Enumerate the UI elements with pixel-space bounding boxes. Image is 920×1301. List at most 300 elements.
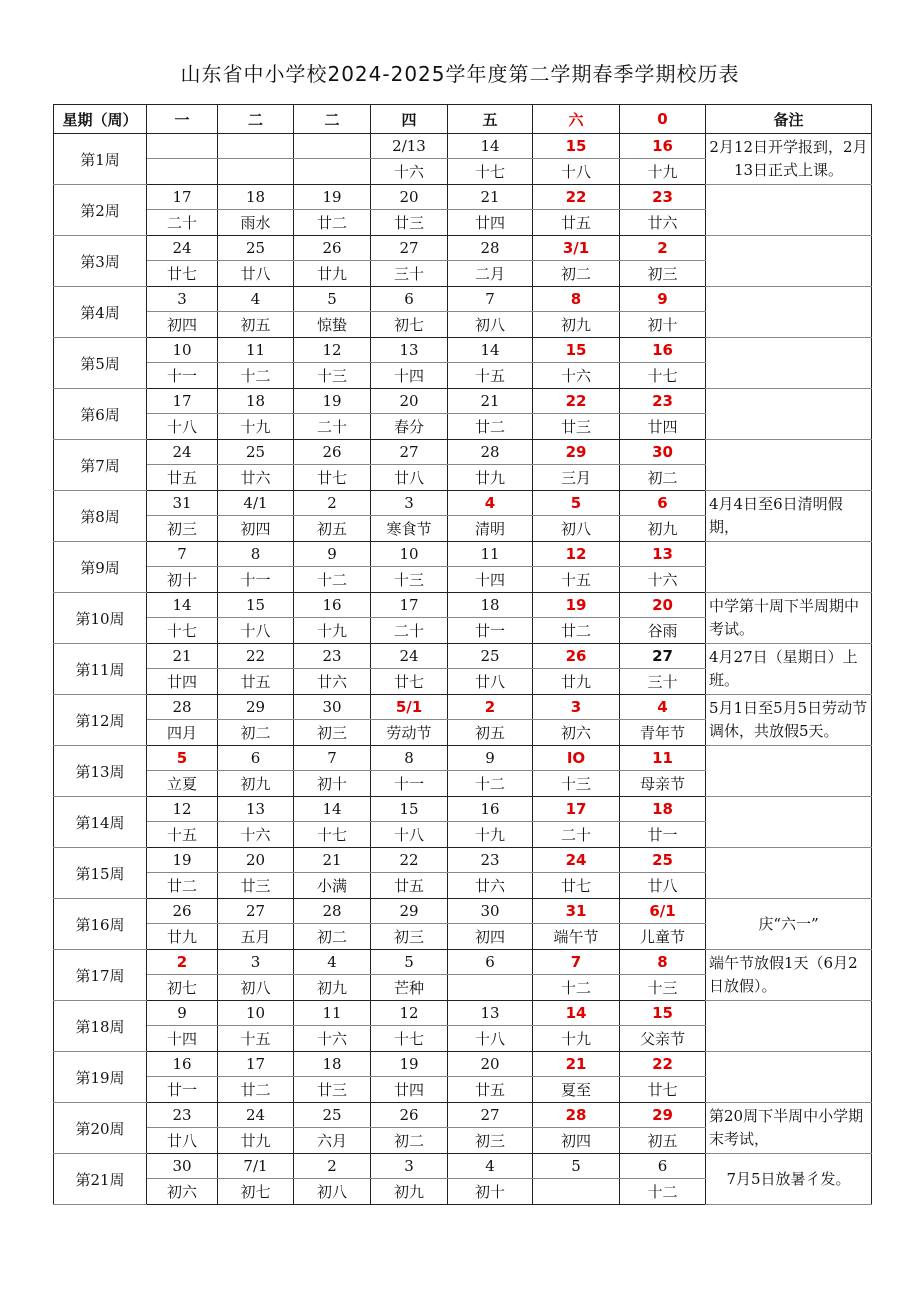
- date-mon: 12: [147, 797, 218, 822]
- date-mon: 16: [147, 1052, 218, 1077]
- lunar-thu: 劳动节: [371, 720, 448, 746]
- lunar-fri: [448, 975, 533, 1001]
- lunar-fri: 廿六: [448, 873, 533, 899]
- date-fri: 18: [448, 593, 533, 618]
- date-mon: 17: [147, 185, 218, 210]
- lunar-fri: 十九: [448, 822, 533, 848]
- date-thu: 17: [371, 593, 448, 618]
- date-wed: 11: [294, 1001, 371, 1026]
- week-row: [54, 134, 872, 159]
- date-sun: 4: [620, 695, 706, 720]
- date-fri: 30: [448, 899, 533, 924]
- date-wed: 5: [294, 287, 371, 312]
- date-fri: 2: [448, 695, 533, 720]
- week-note: 5月1日至5月5日劳动节调休，共放假5天。: [706, 695, 872, 746]
- date-sat: 28: [533, 1103, 620, 1128]
- week-note: [706, 1001, 872, 1052]
- lunar-mon: 二十: [147, 210, 218, 236]
- week-row: [54, 695, 872, 720]
- date-thu: 15: [371, 797, 448, 822]
- date-sun: 20: [620, 593, 706, 618]
- lunar-wed: 初八: [294, 1179, 371, 1205]
- date-tue: 29: [218, 695, 294, 720]
- lunar-sat: 十九: [533, 1026, 620, 1052]
- date-fri: 9: [448, 746, 533, 771]
- date-wed: 23: [294, 644, 371, 669]
- lunar-fri: 十二: [448, 771, 533, 797]
- date-wed: 12: [294, 338, 371, 363]
- date-wed: 7: [294, 746, 371, 771]
- lunar-fri: 廿九: [448, 465, 533, 491]
- lunar-sun: 十三: [620, 975, 706, 1001]
- lunar-thu: 廿八: [371, 465, 448, 491]
- lunar-sat: 十五: [533, 567, 620, 593]
- lunar-sun: 初九: [620, 516, 706, 542]
- week-label: 第21周: [54, 1154, 147, 1205]
- lunar-thu: 十八: [371, 822, 448, 848]
- lunar-sun: 母亲节: [620, 771, 706, 797]
- lunar-fri: 廿八: [448, 669, 533, 695]
- date-sat: 12: [533, 542, 620, 567]
- date-thu: 3: [371, 1154, 448, 1179]
- week-note: 2月12日开学报到，2月13日正式上课。: [706, 134, 872, 185]
- lunar-sat: 十六: [533, 363, 620, 389]
- date-sun: 16: [620, 134, 706, 159]
- date-thu: 27: [371, 440, 448, 465]
- week-label: 第11周: [54, 644, 147, 695]
- date-sun: 6/1: [620, 899, 706, 924]
- lunar-sun: 三十: [620, 669, 706, 695]
- lunar-fri: 初五: [448, 720, 533, 746]
- lunar-sun: 十六: [620, 567, 706, 593]
- lunar-sat: 廿九: [533, 669, 620, 695]
- week-label: 第7周: [54, 440, 147, 491]
- lunar-tue: 廿五: [218, 669, 294, 695]
- lunar-tue: 廿六: [218, 465, 294, 491]
- lunar-fri: 初十: [448, 1179, 533, 1205]
- week-row: [54, 950, 872, 975]
- date-sun: 15: [620, 1001, 706, 1026]
- lunar-fri: 初八: [448, 312, 533, 338]
- lunar-tue: 雨水: [218, 210, 294, 236]
- lunar-mon: 十七: [147, 618, 218, 644]
- week-label: 第12周: [54, 695, 147, 746]
- date-tue: 22: [218, 644, 294, 669]
- lunar-tue: 初七: [218, 1179, 294, 1205]
- week-note: 7月5日放暑彳发。: [706, 1154, 872, 1205]
- lunar-tue: 廿九: [218, 1128, 294, 1154]
- date-sat: 31: [533, 899, 620, 924]
- header-notes: 备注: [706, 105, 872, 134]
- week-row: [54, 593, 872, 618]
- lunar-fri: 廿四: [448, 210, 533, 236]
- lunar-wed: 十七: [294, 822, 371, 848]
- lunar-thu: 初九: [371, 1179, 448, 1205]
- date-wed: 16: [294, 593, 371, 618]
- date-thu: 27: [371, 236, 448, 261]
- week-label: 第8周: [54, 491, 147, 542]
- date-tue: 8: [218, 542, 294, 567]
- lunar-thu: 二十: [371, 618, 448, 644]
- week-label: 第10周: [54, 593, 147, 644]
- header-sat: 六: [533, 105, 620, 134]
- date-tue: 25: [218, 440, 294, 465]
- date-fri: 7: [448, 287, 533, 312]
- lunar-tue: 十六: [218, 822, 294, 848]
- date-wed: [294, 134, 371, 159]
- lunar-thu: 初七: [371, 312, 448, 338]
- date-sat: 3/1: [533, 236, 620, 261]
- lunar-fri: 十七: [448, 159, 533, 185]
- lunar-mon: 廿八: [147, 1128, 218, 1154]
- week-row: [54, 644, 872, 669]
- lunar-wed: 十三: [294, 363, 371, 389]
- lunar-fri: 清明: [448, 516, 533, 542]
- week-row: [54, 746, 872, 771]
- date-thu: 26: [371, 1103, 448, 1128]
- date-mon: 17: [147, 389, 218, 414]
- date-sun: 8: [620, 950, 706, 975]
- date-sun: 13: [620, 542, 706, 567]
- date-fri: 27: [448, 1103, 533, 1128]
- lunar-tue: [218, 159, 294, 185]
- date-fri: 6: [448, 950, 533, 975]
- week-label: 第19周: [54, 1052, 147, 1103]
- lunar-sun: 初三: [620, 261, 706, 287]
- header-fri: 五: [448, 105, 533, 134]
- date-wed: 26: [294, 236, 371, 261]
- date-wed: 9: [294, 542, 371, 567]
- week-row: [54, 236, 872, 261]
- week-label: 第9周: [54, 542, 147, 593]
- lunar-tue: 初九: [218, 771, 294, 797]
- week-row: [54, 185, 872, 210]
- lunar-thu: 初二: [371, 1128, 448, 1154]
- lunar-mon: 廿一: [147, 1077, 218, 1103]
- lunar-sat: 廿二: [533, 618, 620, 644]
- lunar-thu: 三十: [371, 261, 448, 287]
- week-row: [54, 848, 872, 873]
- lunar-mon: 廿九: [147, 924, 218, 950]
- week-label: 第16周: [54, 899, 147, 950]
- week-label: 第6周: [54, 389, 147, 440]
- lunar-fri: 廿一: [448, 618, 533, 644]
- date-sat: 26: [533, 644, 620, 669]
- week-note: [706, 1052, 872, 1103]
- week-label: 第4周: [54, 287, 147, 338]
- week-label: 第17周: [54, 950, 147, 1001]
- lunar-sat: 十三: [533, 771, 620, 797]
- week-note: [706, 440, 872, 491]
- lunar-tue: 十八: [218, 618, 294, 644]
- lunar-thu: 春分: [371, 414, 448, 440]
- lunar-mon: 十四: [147, 1026, 218, 1052]
- date-tue: 27: [218, 899, 294, 924]
- lunar-sat: 廿五: [533, 210, 620, 236]
- lunar-fri: 廿五: [448, 1077, 533, 1103]
- lunar-wed: 惊蛰: [294, 312, 371, 338]
- week-label: 第15周: [54, 848, 147, 899]
- date-sat: 3: [533, 695, 620, 720]
- date-mon: [147, 134, 218, 159]
- lunar-sun: 初二: [620, 465, 706, 491]
- date-sun: 2: [620, 236, 706, 261]
- date-fri: 13: [448, 1001, 533, 1026]
- date-mon: 30: [147, 1154, 218, 1179]
- date-wed: 18: [294, 1052, 371, 1077]
- week-row: [54, 1052, 872, 1077]
- week-row: [54, 491, 872, 516]
- lunar-sat: 三月: [533, 465, 620, 491]
- date-fri: 14: [448, 134, 533, 159]
- lunar-wed: [294, 159, 371, 185]
- lunar-mon: 十八: [147, 414, 218, 440]
- date-wed: 2: [294, 1154, 371, 1179]
- lunar-tue: 廿三: [218, 873, 294, 899]
- date-sat: 8: [533, 287, 620, 312]
- date-mon: 14: [147, 593, 218, 618]
- week-note: 端午节放假1天（6月2日放假）。: [706, 950, 872, 1001]
- lunar-tue: 十九: [218, 414, 294, 440]
- date-tue: 4/1: [218, 491, 294, 516]
- week-row: [54, 1154, 872, 1179]
- date-thu: 24: [371, 644, 448, 669]
- header-thu: 四: [371, 105, 448, 134]
- lunar-sun: 廿四: [620, 414, 706, 440]
- date-sat: 5: [533, 491, 620, 516]
- date-tue: [218, 134, 294, 159]
- date-mon: 19: [147, 848, 218, 873]
- header-row: [54, 105, 872, 134]
- lunar-sat: 廿三: [533, 414, 620, 440]
- date-thu: 13: [371, 338, 448, 363]
- week-row: [54, 389, 872, 414]
- week-label: 第5周: [54, 338, 147, 389]
- date-wed: 26: [294, 440, 371, 465]
- week-row: [54, 440, 872, 465]
- date-wed: 30: [294, 695, 371, 720]
- lunar-sun: 十二: [620, 1179, 706, 1205]
- lunar-fri: 十五: [448, 363, 533, 389]
- date-wed: 4: [294, 950, 371, 975]
- lunar-mon: 初六: [147, 1179, 218, 1205]
- lunar-wed: 廿七: [294, 465, 371, 491]
- date-tue: 11: [218, 338, 294, 363]
- lunar-thu: 芒种: [371, 975, 448, 1001]
- lunar-wed: 十九: [294, 618, 371, 644]
- date-tue: 18: [218, 389, 294, 414]
- date-mon: 21: [147, 644, 218, 669]
- date-mon: 31: [147, 491, 218, 516]
- date-wed: 19: [294, 389, 371, 414]
- date-mon: 5: [147, 746, 218, 771]
- week-label: 第14周: [54, 797, 147, 848]
- date-mon: 2: [147, 950, 218, 975]
- lunar-sat: 初四: [533, 1128, 620, 1154]
- lunar-mon: 十五: [147, 822, 218, 848]
- date-mon: 24: [147, 236, 218, 261]
- date-wed: 14: [294, 797, 371, 822]
- lunar-thu: 廿四: [371, 1077, 448, 1103]
- week-row: [54, 1103, 872, 1128]
- date-sat: IO: [533, 746, 620, 771]
- date-fri: 21: [448, 389, 533, 414]
- lunar-wed: 廿九: [294, 261, 371, 287]
- date-thu: 5/1: [371, 695, 448, 720]
- date-thu: 12: [371, 1001, 448, 1026]
- week-note: 4月4日至6日清明假期，: [706, 491, 872, 542]
- date-sun: 6: [620, 1154, 706, 1179]
- lunar-thu: 寒食节: [371, 516, 448, 542]
- date-fri: 23: [448, 848, 533, 873]
- school-calendar-table: [53, 104, 872, 1205]
- lunar-sun: 初十: [620, 312, 706, 338]
- date-sun: 22: [620, 1052, 706, 1077]
- lunar-mon: 初七: [147, 975, 218, 1001]
- date-sat: 22: [533, 389, 620, 414]
- lunar-mon: 廿四: [147, 669, 218, 695]
- lunar-mon: 初三: [147, 516, 218, 542]
- lunar-tue: 廿八: [218, 261, 294, 287]
- lunar-fri: 十四: [448, 567, 533, 593]
- lunar-sun: 父亲节: [620, 1026, 706, 1052]
- lunar-thu: 廿三: [371, 210, 448, 236]
- lunar-thu: 十六: [371, 159, 448, 185]
- date-wed: 21: [294, 848, 371, 873]
- lunar-sat: 十二: [533, 975, 620, 1001]
- week-note: [706, 797, 872, 848]
- week-row: [54, 899, 872, 924]
- header-mon: 一: [147, 105, 218, 134]
- lunar-sat: 夏至: [533, 1077, 620, 1103]
- date-tue: 13: [218, 797, 294, 822]
- date-mon: 28: [147, 695, 218, 720]
- week-note: [706, 287, 872, 338]
- lunar-sun: 谷雨: [620, 618, 706, 644]
- lunar-wed: 初二: [294, 924, 371, 950]
- date-sat: 29: [533, 440, 620, 465]
- date-tue: 15: [218, 593, 294, 618]
- page-title: 山东省中小学校2024-2025学年度第二学期春季学期校历表: [180, 62, 740, 86]
- date-thu: 22: [371, 848, 448, 873]
- date-sat: 19: [533, 593, 620, 618]
- date-sun: 6: [620, 491, 706, 516]
- week-row: [54, 338, 872, 363]
- week-label: 第13周: [54, 746, 147, 797]
- date-sun: 11: [620, 746, 706, 771]
- lunar-sun: 儿童节: [620, 924, 706, 950]
- lunar-thu: 十三: [371, 567, 448, 593]
- lunar-tue: 十五: [218, 1026, 294, 1052]
- week-label: 第1周: [54, 134, 147, 185]
- date-thu: 20: [371, 389, 448, 414]
- lunar-wed: 廿二: [294, 210, 371, 236]
- date-thu: 29: [371, 899, 448, 924]
- lunar-sun: 十七: [620, 363, 706, 389]
- week-note: [706, 542, 872, 593]
- date-wed: 25: [294, 1103, 371, 1128]
- lunar-tue: 初四: [218, 516, 294, 542]
- date-sat: 21: [533, 1052, 620, 1077]
- week-note: 第20周下半周中小学期末考试，: [706, 1103, 872, 1154]
- lunar-sat: 端午节: [533, 924, 620, 950]
- lunar-tue: 初八: [218, 975, 294, 1001]
- date-sat: 15: [533, 134, 620, 159]
- lunar-fri: 廿二: [448, 414, 533, 440]
- date-sat: 14: [533, 1001, 620, 1026]
- date-tue: 20: [218, 848, 294, 873]
- date-sat: 7: [533, 950, 620, 975]
- lunar-thu: 十七: [371, 1026, 448, 1052]
- lunar-sat: 初二: [533, 261, 620, 287]
- lunar-sat: 初九: [533, 312, 620, 338]
- week-note: [706, 185, 872, 236]
- date-sun: 9: [620, 287, 706, 312]
- date-sun: 25: [620, 848, 706, 873]
- date-fri: 16: [448, 797, 533, 822]
- date-fri: 28: [448, 236, 533, 261]
- lunar-sat: 十八: [533, 159, 620, 185]
- date-sun: 23: [620, 389, 706, 414]
- date-sun: 29: [620, 1103, 706, 1128]
- date-tue: 18: [218, 185, 294, 210]
- date-wed: 2: [294, 491, 371, 516]
- lunar-tue: 五月: [218, 924, 294, 950]
- date-sat: 17: [533, 797, 620, 822]
- header-week: 星期（周）: [54, 105, 147, 134]
- lunar-wed: 初十: [294, 771, 371, 797]
- lunar-wed: 六月: [294, 1128, 371, 1154]
- date-mon: 24: [147, 440, 218, 465]
- lunar-mon: 初四: [147, 312, 218, 338]
- lunar-sat: [533, 1179, 620, 1205]
- lunar-sat: 初六: [533, 720, 620, 746]
- lunar-fri: 十八: [448, 1026, 533, 1052]
- lunar-sat: 初八: [533, 516, 620, 542]
- week-label: 第18周: [54, 1001, 147, 1052]
- date-wed: 28: [294, 899, 371, 924]
- date-thu: 19: [371, 1052, 448, 1077]
- week-label: 第2周: [54, 185, 147, 236]
- date-tue: 10: [218, 1001, 294, 1026]
- date-sun: 23: [620, 185, 706, 210]
- date-mon: 26: [147, 899, 218, 924]
- lunar-mon: 四月: [147, 720, 218, 746]
- lunar-sun: 十九: [620, 159, 706, 185]
- date-wed: 19: [294, 185, 371, 210]
- date-tue: 6: [218, 746, 294, 771]
- lunar-mon: 立夏: [147, 771, 218, 797]
- date-tue: 24: [218, 1103, 294, 1128]
- lunar-wed: 十六: [294, 1026, 371, 1052]
- lunar-mon: 十一: [147, 363, 218, 389]
- week-note: [706, 746, 872, 797]
- lunar-tue: 廿二: [218, 1077, 294, 1103]
- week-note: 中学第十周下半周期中考试。: [706, 593, 872, 644]
- lunar-thu: 初三: [371, 924, 448, 950]
- lunar-mon: 廿七: [147, 261, 218, 287]
- lunar-wed: 二十: [294, 414, 371, 440]
- week-note: [706, 389, 872, 440]
- date-fri: 4: [448, 1154, 533, 1179]
- week-note: 庆“六一”: [706, 899, 872, 950]
- lunar-sun: 廿七: [620, 1077, 706, 1103]
- lunar-thu: 廿五: [371, 873, 448, 899]
- lunar-thu: 十一: [371, 771, 448, 797]
- week-row: [54, 287, 872, 312]
- lunar-wed: 初三: [294, 720, 371, 746]
- date-sun: 30: [620, 440, 706, 465]
